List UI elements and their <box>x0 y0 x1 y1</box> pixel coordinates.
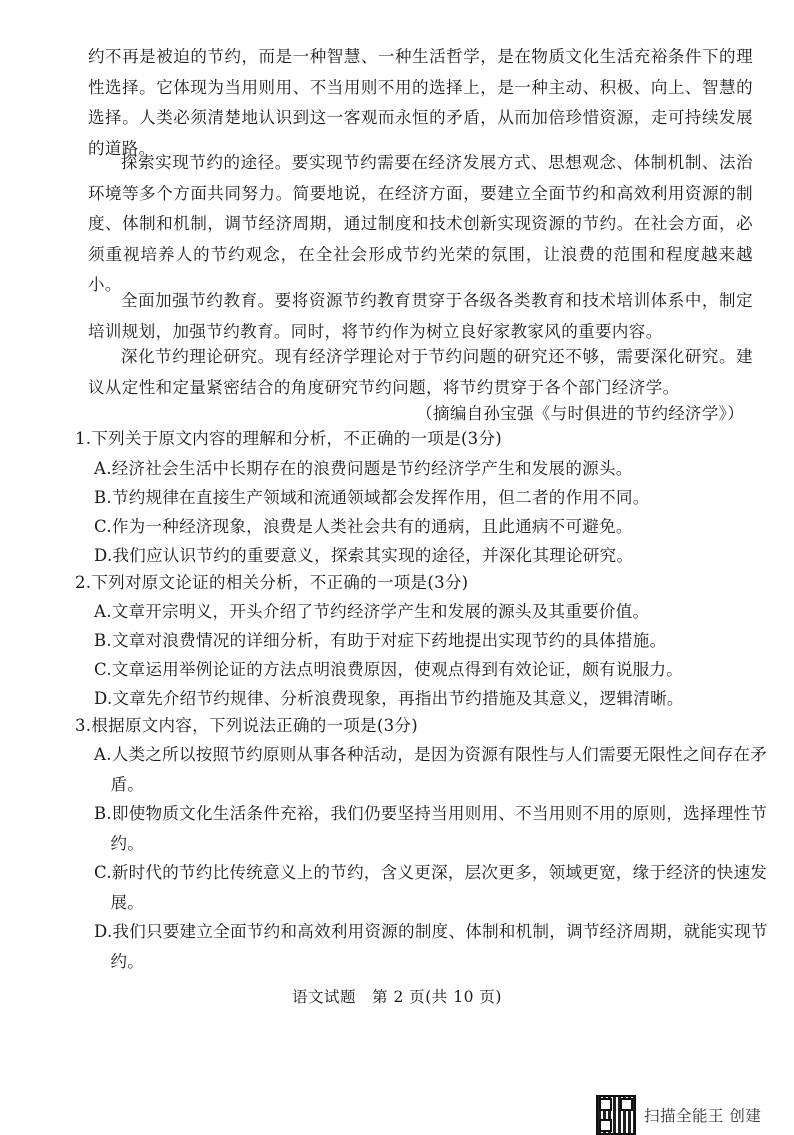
question-3-option-d: D.我们只要建立全面节约和高效利用资源的制度、体制和机制，调节经济周期，就能实现节约。 <box>94 922 768 971</box>
question-2-option-b: B.文章对浪费情况的详细分析，有助于对症下药地提出实现节约的具体措施。 <box>94 631 667 650</box>
question-2-option-d: D.文章先介绍节约规律、分析浪费现象，再指出节约措施及其意义，逻辑清晰。 <box>94 689 684 708</box>
question-3-option-c: C.新时代的节约比传统意义上的节约，含义更深，层次更多，领域更宽，缘于经济的快速发展。 <box>94 863 768 912</box>
question-3-option-a: A.人类之所以按照节约原则从事各种活动，是因为资源有限性与人们需要无限性之间存在矛盾。 <box>94 745 767 794</box>
question-1-option-b: B.节约规律在直接生产领域和流通领域都会发挥作用，但二者的作用不同。 <box>94 488 650 507</box>
question-3-stem: 3.根据原文内容，下列说法正确的一项是(3分) <box>75 716 419 735</box>
passage-paragraph-4: 深化节约理论研究。现有经济学理论对于节约问题的研究还不够，需要深化研究。建议从定性和定量紧密结合的角度研究节约问题，将节约贯穿于各个部门经济学。 <box>88 347 753 397</box>
passage-paragraph-1: 约不再是被迫的节约，而是一种智慧、一种生活哲学，是在物质文化生活充裕条件下的理性选择。它体现为当用则用、不当用则不用的选择上，是一种主动、积极、向上、智慧的选择。人类必须清楚地认识到这一客观而永恒的矛盾，从而加倍珍惜资源，走可持续发展的道路。 <box>88 47 753 158</box>
question-2-option-a: A.文章开宗明义，开头介绍了节约经济学产生和发展的源头及其重要价值。 <box>94 602 650 621</box>
question-2-stem: 2.下列对原文论证的相关分析，不正确的一项是(3分) <box>75 573 469 592</box>
qr-code-icon <box>596 1095 636 1135</box>
scanner-label: 扫描全能王 创建 <box>644 1107 762 1125</box>
question-1-option-d: D.我们应认识节约的重要意义，探索其实现的途径，并深化其理论研究。 <box>94 546 634 565</box>
passage-paragraph-3: 全面加强节约教育。要将资源节约教育贯穿于各级各类教育和技术培训体系中，制定培训规划，加强节约教育。同时，将节约作为树立良好家教家风的重要内容。 <box>88 291 753 341</box>
question-2-option-c: C.文章运用举例论证的方法点明浪费原因，使观点得到有效论证，颇有说服力。 <box>94 660 684 679</box>
passage-paragraph-2: 探索实现节约的途径。要实现节约需要在经济发展方式、思想观念、体制机制、法治环境等多个方面共同努力。简要地说，在经济方面，要建立全面节约和高效利用资源的制度、体制和机制，调节经济周期，通过制度和技术创新实现资源的节约。在社会方面，必须重视培养人的节约观念，在全社会形成节约光荣的氛围，让浪费的范围和程度越来越小。 <box>88 153 753 294</box>
question-1-option-c: C.作为一种经济现象，浪费是人类社会共有的通病，且此通病不可避免。 <box>94 517 633 536</box>
question-3-option-b: B.即使物质文化生活条件充裕，我们仍要坚持当用则用、不当用则不用的原则，选择理性节约。 <box>94 804 768 853</box>
page-footer: 语文试题 第 2 页(共 10 页) <box>292 988 502 1006</box>
scanner-watermark <box>596 1095 761 1135</box>
passage-source: （摘编自孙宝强《与时俱进的节约经济学》） <box>416 404 744 423</box>
question-1-stem: 1.下列关于原文内容的理解和分析，不正确的一项是(3分) <box>75 429 503 448</box>
question-1-option-a: A.经济社会生活中长期存在的浪费问题是节约经济学产生和发展的源头。 <box>94 459 633 478</box>
